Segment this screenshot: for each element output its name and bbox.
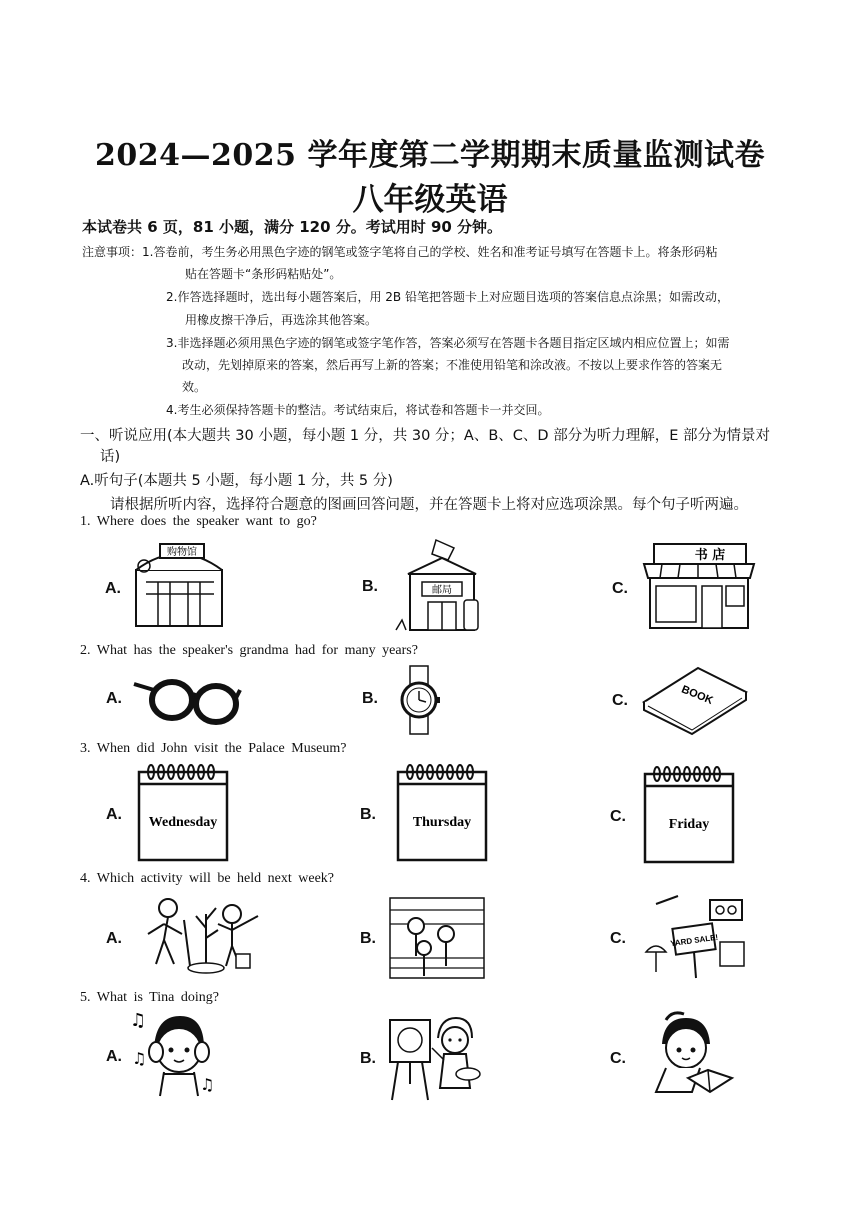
section-heading: 一、听说应用(本大题共 30 小题，每小题 1 分，共 30 分；A、B、C、D 部分为听力理解，E 部分为情景对 <box>80 428 770 444</box>
part-a-instruction: 请根据所听内容，选择符合题意的图画回答问题，并在答题卡上将对应选项涂黑。每个句子听两遍。 <box>110 497 748 513</box>
kids-activity-icon <box>388 896 486 980</box>
note-1b: 贴在答题卡“条形码粘贴处”。 <box>185 267 342 281</box>
question-3: 3. When did John visit the Palace Museum? <box>80 741 347 756</box>
watch-icon <box>398 664 440 736</box>
q1-option-b[interactable]: B. <box>362 578 378 595</box>
notes-label: 注意事项： <box>82 245 143 259</box>
question-1: 1. Where does the speaker want to go? <box>80 514 317 529</box>
exam-title: 2024—2025 学年度第二学期期末质量监测试卷 <box>95 138 765 173</box>
calendar-wednesday-icon <box>137 762 229 862</box>
bookstore-icon <box>640 540 758 632</box>
section-heading-cont: 话) <box>100 449 121 465</box>
q3-option-b[interactable]: B. <box>360 806 376 823</box>
exam-subtitle: 八年级英语 <box>352 182 508 218</box>
note-3b: 改动，先划掉原来的答案，然后再写上新的答案；不准使用铅笔和涂改液。不按以上要求作答的答案无 <box>182 358 723 372</box>
q5-option-c[interactable]: C. <box>610 1050 626 1067</box>
book-cover-text: BOOK <box>679 683 715 707</box>
q2-option-c[interactable]: C. <box>612 692 628 709</box>
q4-option-b[interactable]: B. <box>360 930 376 947</box>
q3-option-c[interactable]: C. <box>610 808 626 825</box>
note-4: 4.考生必须保持答题卡的整洁。考试结束后，将试卷和答题卡一并交回。 <box>166 403 550 417</box>
calendar-day-a: Wednesday <box>148 815 218 830</box>
q5-option-a[interactable]: A. <box>106 1048 122 1065</box>
book-icon <box>640 662 750 734</box>
q1-option-c[interactable]: C. <box>612 580 628 597</box>
yard-sale-sign: YARD SALE! <box>669 932 719 949</box>
note-2a: 2.作答选择题时，选出每小题答案后，用 2B 铅笔把答题卡上对应题目选项的答案信息点涂黑；如需改动， <box>166 290 729 304</box>
yard-sale-icon <box>640 892 750 982</box>
mall-sign: 购物馆 <box>167 547 197 558</box>
girl-listening-music-icon <box>128 1008 224 1098</box>
q2-option-b[interactable]: B. <box>362 690 378 707</box>
note-1a: 1.答卷前，考生务必用黑色字迹的钢笔或签字笔将自己的学校、姓名和准考证号填写在答题卡上。将条形码粘 <box>142 245 718 259</box>
question-4: 4. Which activity will be held next week? <box>80 871 335 886</box>
calendar-friday-icon <box>643 764 735 864</box>
girl-painting-icon <box>386 1012 486 1102</box>
question-5: 5. What is Tina doing? <box>80 990 219 1005</box>
q1-option-a[interactable]: A. <box>105 580 121 597</box>
bookstore-sign: 书 店 <box>694 548 726 563</box>
q5-option-b[interactable]: B. <box>360 1050 376 1067</box>
post-office-sign: 邮局 <box>432 585 452 596</box>
svg-text:♫: ♫ <box>200 1075 215 1094</box>
calendar-day-c: Friday <box>668 817 710 832</box>
girl-reading-icon <box>636 1008 736 1098</box>
post-office-icon <box>392 534 492 634</box>
note-2b: 用橡皮擦干净后，再选涂其他答案。 <box>185 313 378 327</box>
note-3c: 效。 <box>182 380 207 394</box>
q2-option-a[interactable]: A. <box>106 690 122 707</box>
tree-planting-icon <box>134 894 262 974</box>
calendar-thursday-icon <box>396 762 488 862</box>
part-a-heading: A.听句子(本题共 5 小题，每小题 1 分，共 5 分) <box>80 473 393 489</box>
q4-option-c[interactable]: C. <box>610 930 626 947</box>
glasses-icon <box>132 670 242 728</box>
q3-option-a[interactable]: A. <box>106 806 122 823</box>
svg-text:♫: ♫ <box>132 1049 147 1068</box>
question-2: 2. What has the speaker's grandma had for many years? <box>80 643 418 658</box>
note-3a: 3.非选择题必须用黑色字迹的钢笔或签字笔作答，答案必须写在答题卡各题目指定区域内相应位置上；如需 <box>166 336 730 350</box>
exam-intro: 本试卷共 6 页，81 小题，满分 120 分。考试用时 90 分钟。 <box>82 218 503 236</box>
calendar-day-b: Thursday <box>412 815 472 830</box>
svg-text:♫: ♫ <box>130 1010 147 1031</box>
q4-option-a[interactable]: A. <box>106 930 122 947</box>
shopping-mall-icon <box>130 538 230 630</box>
